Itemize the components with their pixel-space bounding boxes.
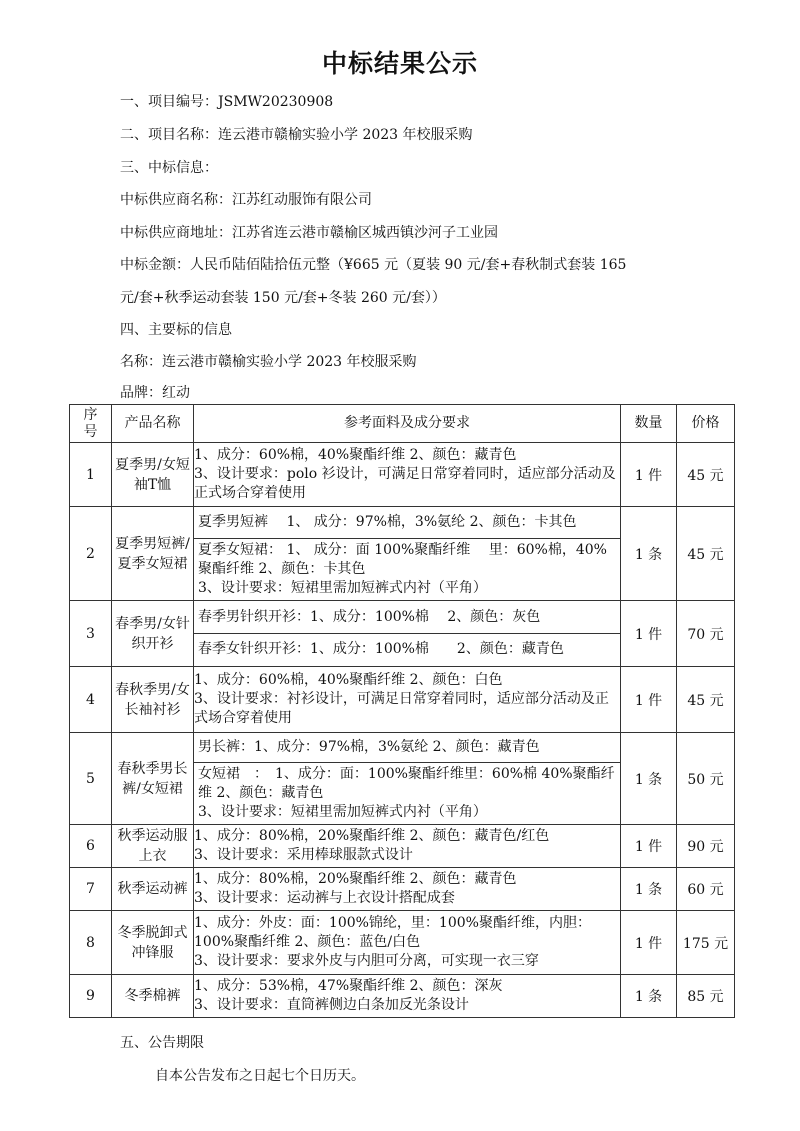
req-subcell: 夏季男短裤 1、 成分：97%棉，3%氨纶 2、颜色：卡其色 (198, 514, 577, 530)
table-row (70, 825, 735, 868)
row-price: 50 元 (677, 733, 735, 825)
row-product: 春季男/女针织开衫 (112, 601, 194, 667)
header-price: 价格 (677, 405, 735, 443)
project-number: 一、项目编号：JSMW20230908 (120, 94, 334, 110)
row-no: 2 (70, 507, 112, 601)
row-product: 夏季男/女短袖T恤 (112, 443, 194, 507)
table-row (70, 868, 735, 911)
row-req (194, 667, 621, 733)
header-product: 产品名称 (112, 405, 194, 443)
row-price: 45 元 (677, 443, 735, 507)
table-row (70, 911, 735, 975)
row-price: 175 元 (677, 911, 735, 975)
req-line: 夏季女短裙： 1、 成分：面 100%聚酯纤维 里：60%棉，40%聚酯纤维 2、颜色：卡其色 (198, 542, 607, 577)
row-req (194, 601, 621, 667)
row-price: 90 元 (677, 825, 735, 868)
req-line: 3、设计要求：采用棒球服款式设计 (194, 847, 413, 863)
req-line: 3、设计要求：运动裤与上衣设计搭配成套 (194, 890, 455, 906)
row-qty: 1 件 (621, 825, 677, 868)
table-row (70, 733, 735, 825)
row-no: 4 (70, 667, 112, 733)
header-qty: 数量 (621, 405, 677, 443)
row-req (194, 911, 621, 975)
header-req: 参考面料及成分要求 (194, 405, 621, 443)
award-amount-line2: 元/套+秋季运动套装 150 元/套+冬装 260 元/套）） (120, 290, 446, 306)
row-req (194, 825, 621, 868)
req-line: 3、设计要求：直筒裤侧边白条加反光条设计 (194, 997, 469, 1013)
table-row (70, 667, 735, 733)
row-price: 85 元 (677, 975, 735, 1018)
table-header-row (70, 405, 735, 443)
brand: 品牌：红动 (120, 385, 190, 401)
req-subcell: 男长裤：1、成分：97%棉，3%氨纶 2、颜色：藏青色 (198, 739, 540, 755)
row-product: 秋季运动服上衣 (112, 825, 194, 868)
row-req (194, 507, 621, 601)
req-line: 3、设计要求：短裙里需加短裤式内衬（平角） (198, 580, 487, 596)
row-qty: 1 条 (621, 507, 677, 601)
req-line: 1、成分：53%棉，47%聚酯纤维 2、颜色：深灰 (194, 978, 503, 994)
row-qty: 1 件 (621, 911, 677, 975)
row-no: 3 (70, 601, 112, 667)
table-row (70, 443, 735, 507)
table-row (70, 507, 735, 601)
req-line: 3、设计要求：要求外皮与内胆可分离，可实现一衣三穿 (194, 953, 539, 969)
req-subcell: 春季男针织开衫：1、成分：100%棉 2、颜色：灰色 (198, 609, 541, 625)
row-product: 秋季运动裤 (112, 868, 194, 911)
row-req (194, 733, 621, 825)
req-line: 3、设计要求：短裙里需加短裤式内衬（平角） (198, 804, 487, 820)
award-info-heading: 三、中标信息： (120, 160, 218, 176)
row-price: 70 元 (677, 601, 735, 667)
row-req (194, 868, 621, 911)
req-subcell (194, 762, 620, 824)
row-product: 夏季男短裤/夏季女短裙 (112, 507, 194, 601)
items-table (69, 404, 735, 1018)
row-req (194, 975, 621, 1018)
row-qty: 1 条 (621, 868, 677, 911)
req-line: 1、成分：外皮：面：100%锦纶，里：100%聚酯纤维，内胆：100%聚酯纤维 2、颜色：蓝色/白色 (194, 915, 591, 950)
award-amount-line1: 中标金额：人民币陆佰陆拾伍元整（¥665 元（夏装 90 元/套+春秋制式套装 165 (120, 257, 627, 273)
row-no: 1 (70, 443, 112, 507)
table-row (70, 601, 735, 667)
row-product: 春秋季男/女长袖衬衫 (112, 667, 194, 733)
req-line: 3、设计要求：polo 衫设计，可满足日常穿着同时，适应部分活动及正式场合穿着使用 (194, 466, 616, 501)
notice-period-text: 自本公告发布之日起七个日历天。 (155, 1068, 365, 1084)
row-product: 冬季脱卸式冲锋服 (112, 911, 194, 975)
row-req (194, 443, 621, 507)
row-product: 冬季棉裤 (112, 975, 194, 1018)
req-subcell (194, 538, 620, 600)
row-price: 60 元 (677, 868, 735, 911)
req-line: 1、成分：60%棉，40%聚酯纤维 2、颜色：白色 (194, 672, 503, 688)
row-no: 5 (70, 733, 112, 825)
row-qty: 1 件 (621, 443, 677, 507)
supplier-name: 中标供应商名称：江苏红动服饰有限公司 (120, 192, 372, 208)
row-no: 7 (70, 868, 112, 911)
req-line: 3、设计要求：衬衫设计，可满足日常穿着同时，适应部分活动及正式场合穿着使用 (194, 691, 609, 726)
row-no: 9 (70, 975, 112, 1018)
table-row (70, 975, 735, 1018)
row-price: 45 元 (677, 507, 735, 601)
req-line: 女短裙 ： 1、成分：面：100%聚酯纤维里：60%棉 40%聚酯纤维 2、颜色：藏青色 (198, 766, 615, 801)
req-subcell: 春季女针织开衫：1、成分：100%棉 2、颜色：藏青色 (194, 633, 620, 665)
main-subject-heading: 四、主要标的信息 (120, 322, 232, 338)
row-qty: 1 条 (621, 733, 677, 825)
notice-period-heading: 五、公告期限 (120, 1035, 204, 1051)
project-name: 二、项目名称：连云港市赣榆实验小学 2023 年校服采购 (120, 127, 473, 143)
row-no: 6 (70, 825, 112, 868)
row-price: 45 元 (677, 667, 735, 733)
row-product: 春秋季男长裤/女短裙 (112, 733, 194, 825)
subject-name: 名称：连云港市赣榆实验小学 2023 年校服采购 (120, 354, 417, 370)
row-qty: 1 件 (621, 667, 677, 733)
header-no: 序号 (70, 405, 112, 443)
row-no: 8 (70, 911, 112, 975)
row-qty: 1 件 (621, 601, 677, 667)
row-qty: 1 条 (621, 975, 677, 1018)
req-line: 1、成分：80%棉，20%聚酯纤维 2、颜色：藏青色 (194, 871, 517, 887)
page-title: 中标结果公示 (321, 49, 478, 78)
req-line: 1、成分：60%棉，40%聚酯纤维 2、颜色：藏青色 (194, 447, 517, 463)
supplier-address: 中标供应商地址：江苏省连云港市赣榆区城西镇沙河子工业园 (120, 225, 498, 241)
req-line: 1、成分：80%棉，20%聚酯纤维 2、颜色：藏青色/红色 (194, 828, 550, 844)
